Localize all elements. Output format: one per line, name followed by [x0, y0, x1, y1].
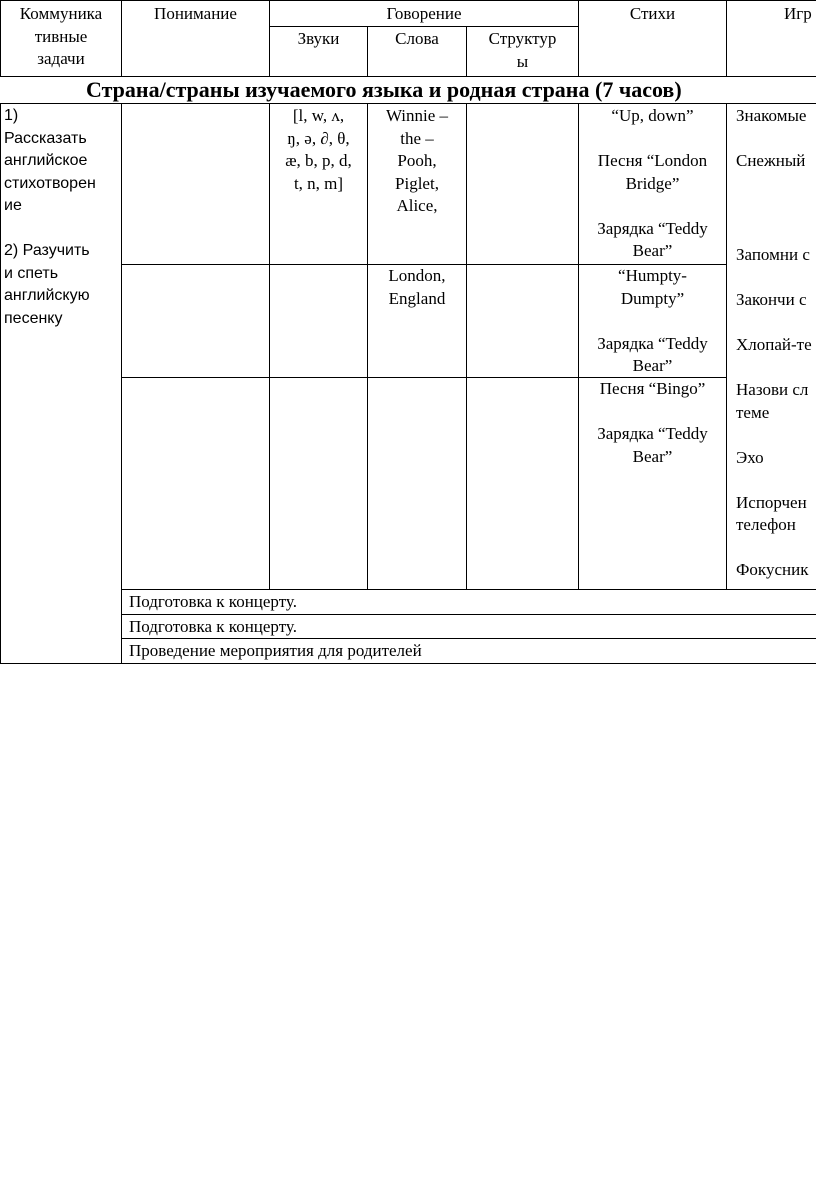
table-top-border: [0, 0, 816, 1]
tasks-cell: 1) Рассказать английское стихотворен ие 2) Разучить и спеть английскую песенку: [4, 107, 96, 327]
section-title: Страна/страны изучаемого языка и родная страна (7 часов): [86, 77, 682, 102]
bottom-row-concert-prep-2: Подготовка к концерту.: [129, 617, 297, 636]
header-poems: Стихи: [629, 4, 676, 23]
header-sounds: Звуки: [297, 29, 340, 48]
games-cell-1: Знакомые Снежный: [736, 106, 807, 170]
table-left-border-body: [0, 103, 1, 664]
header-communicative-tasks: Коммуника тивные задачи: [19, 4, 103, 68]
poems-column-divider-body: [726, 103, 727, 589]
words-cell-london: London, England: [388, 266, 446, 308]
header-structures: Структур ы: [488, 29, 557, 71]
header-understanding: Понимание: [154, 4, 237, 23]
header-speaking: Говорение: [386, 4, 462, 23]
tasks-column-divider-body: [121, 103, 122, 664]
sounds-cell: [l, w, ʌ, ŋ, ə, ∂, θ, æ, b, p, d, t, n, m]: [285, 106, 352, 193]
words-cell-characters: Winnie – the – Pooh, Piglet, Alice,: [385, 106, 449, 215]
bottom-row-parents-event: Проведение мероприятия для родителей: [129, 641, 422, 660]
poems-cell-1: “Up, down” Песня “London Bridge” Зарядка “Teddy Bear”: [597, 106, 708, 260]
header-games: Игр: [784, 4, 812, 23]
poems-cell-3: Песня “Bingo” Зарядка “Teddy Bear”: [597, 379, 708, 466]
bottom-row-concert-prep-1: Подготовка к концерту.: [129, 592, 297, 611]
speaking-subheader-line: [269, 26, 578, 27]
poems-cell-2: “Humpty- Dumpty” Зарядка “Teddy Bear”: [597, 266, 708, 375]
poems-column-divider: [726, 0, 727, 76]
header-words: Слова: [395, 29, 439, 48]
games-cell-2: Запомни с Закончи с Хлопай-те Назови сл теме Эхо Испорчен телефон Фокусник: [736, 245, 812, 579]
table-bottom-border: [0, 663, 816, 664]
words-column-divider-body: [466, 103, 467, 589]
